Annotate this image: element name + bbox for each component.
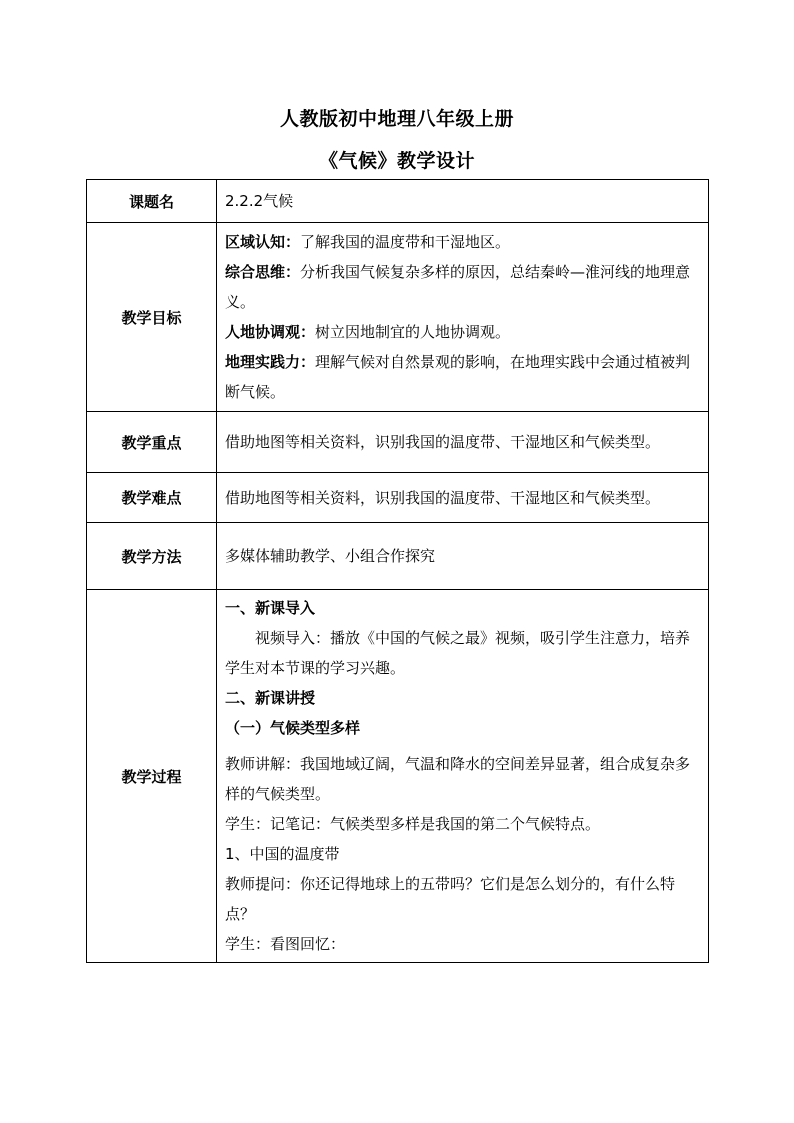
process-content <box>217 590 709 963</box>
section-intro-title: 一、新课导入 <box>225 599 316 617</box>
objective-item: 区域认知：了解我国的温度带和干湿地区。 <box>225 233 511 251</box>
objectives-content <box>217 223 709 412</box>
objective-item: 地理实践力：理解气候对自然景观的影响，在地理实践中会通过植被判断气候。 <box>225 353 691 401</box>
teacher-question: 教师提问：你还记得地球上的五带吗？它们是怎么划分的，有什么特点？ <box>225 875 676 923</box>
teacher-explanation: 教师讲解：我国地域辽阔，气温和降水的空间差异显著，组合成复杂多样的气候类型。 <box>225 755 691 803</box>
student-note: 学生：记笔记：气候类型多样是我国的第二个气候特点。 <box>225 815 601 833</box>
row-objectives <box>87 223 709 412</box>
lesson-plan-table <box>86 179 709 963</box>
row-key-points <box>87 412 709 473</box>
student-review: 学生：看图回忆： <box>225 935 346 953</box>
methods-value: 多媒体辅助教学、小组合作探究 <box>217 523 709 590</box>
difficulties-value: 借助地图等相关资料，识别我国的温度带、干湿地区和气候类型。 <box>217 473 709 523</box>
methods-label: 教学方法 <box>87 523 217 590</box>
objectives-label: 教学目标 <box>87 223 217 412</box>
key-points-value: 借助地图等相关资料，识别我国的温度带、干湿地区和气候类型。 <box>217 412 709 473</box>
row-process <box>87 590 709 963</box>
row-topic <box>87 180 709 223</box>
row-methods <box>87 523 709 590</box>
key-points-label: 教学重点 <box>87 412 217 473</box>
row-difficulties <box>87 473 709 523</box>
objective-item: 综合思维：分析我国气候复杂多样的原因，总结秦岭—淮河线的地理意义。 <box>225 263 691 311</box>
objective-item: 人地协调观：树立因地制宜的人地协调观。 <box>225 323 511 341</box>
topic-value: 2.2.2气候 <box>217 180 709 223</box>
section-teaching-title: 二、新课讲授 <box>225 689 316 707</box>
document-title: 人教版初中地理八年级上册 <box>279 108 514 130</box>
document-subtitle: 《气候》教学设计 <box>318 150 475 172</box>
section-intro-text: 视频导入：播放《中国的气候之最》视频，吸引学生注意力，培养学生对本节课的学习兴趣。 <box>225 629 691 677</box>
difficulties-label: 教学难点 <box>87 473 217 523</box>
item-temperature-zones: 1、中国的温度带 <box>225 845 340 863</box>
topic-label: 课题名 <box>87 180 217 223</box>
process-label: 教学过程 <box>87 590 217 963</box>
subsection-title: （一）气候类型多样 <box>225 719 361 737</box>
